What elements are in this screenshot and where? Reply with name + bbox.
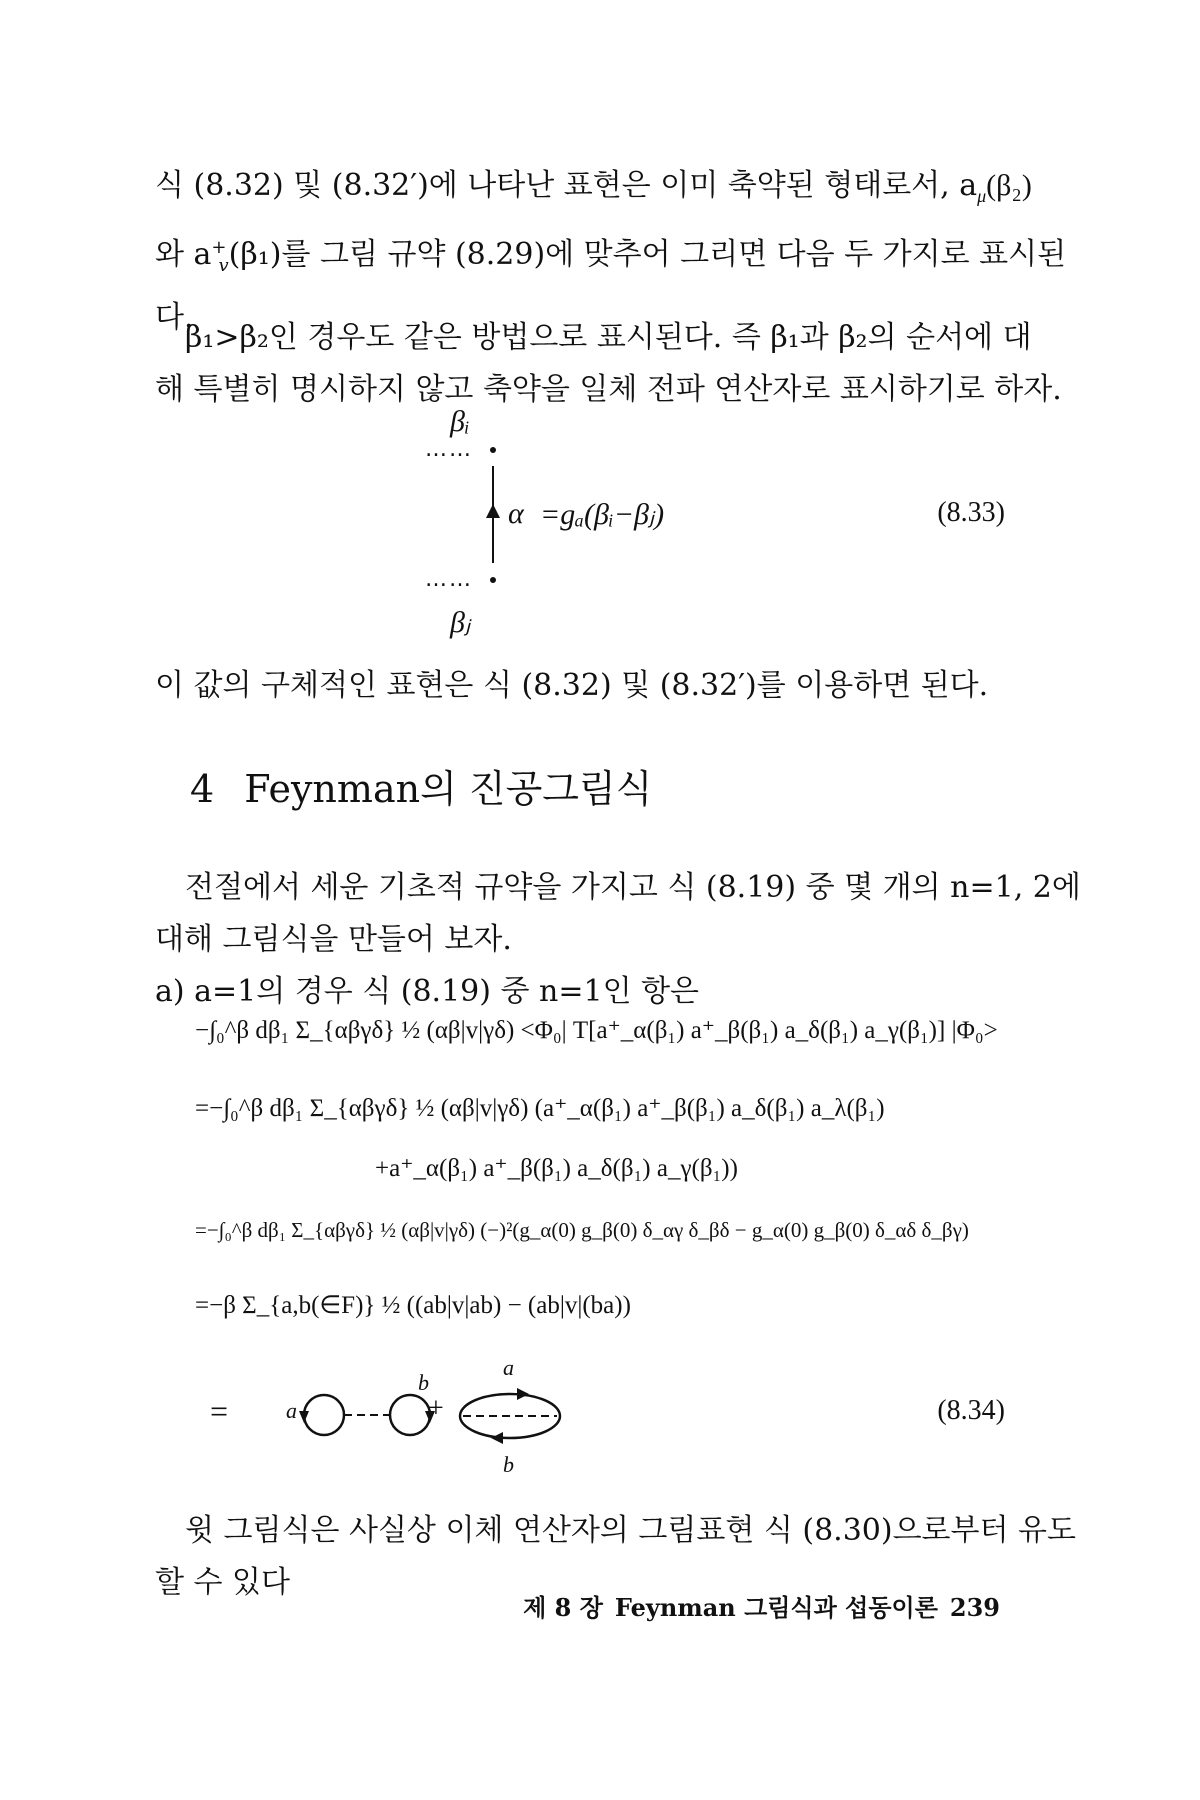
equation-line: =−β Σ_{a,b(∈F)} ½ ((ab|v|ab) − (ab|v|(ba)) — [195, 1292, 631, 1319]
paragraph-text: 할 수 있다 — [155, 1565, 290, 1600]
equation-line: =−∫₀^β dβ₁ Σ_{αβγδ} ½ (αβ|v|γδ) (a⁺_α(β₁) a⁺_β(β₁) a_δ(β₁) a_λ(β₁) — [195, 1095, 885, 1122]
label-b-bottom: b — [503, 1452, 514, 1477]
equation-number: (8.34) — [937, 1395, 1005, 1426]
dots-bottom: …… — [425, 567, 473, 592]
chapter-title: Feynman 그림식과 섭동이론 — [614, 1593, 938, 1622]
paragraph-text: 해 특별히 명시하지 않고 축약을 일체 전파 연산자로 표시하기로 하자. — [155, 372, 1062, 407]
loop-left — [304, 1395, 344, 1435]
propagator-rhs: =gₐ(βᵢ−βⱼ) — [540, 498, 665, 531]
paragraph-text: (β₂) — [986, 169, 1032, 202]
paragraph-diagrams — [155, 862, 1081, 1018]
paragraph-text: (β₁)를 그림 규약 (8.29)에 맞추어 그리면 다음 두 가지로 표시된 — [228, 237, 1067, 272]
case-label: a) a=1의 경우 식 (8.19) 중 n=1인 항은 — [155, 974, 700, 1009]
paragraph-intro: 식 (8.32) 및 (8.32′)에 나타난 표현은 이미 축약된 형태로서, $a_\mu(\beta_2)$ 와 $a^+_v(\beta_1)$를 그림 규약 (8.29)에 맞추어 그리면 다음 두 가지로 표시된 다. — [155, 160, 1045, 344]
vertex-top — [490, 447, 496, 453]
plus-sign: + — [428, 1393, 444, 1424]
dots-top: …… — [425, 437, 473, 462]
alpha-label: α — [508, 497, 524, 530]
equation-line: −∫₀^β dβ₁ Σ_{αβγδ} ½ (αβ|v|γδ) <Φ₀| T[a⁺_α(β₁) a⁺_β(β₁) a_δ(β₁) a_γ(β₁)] |Φ₀> — [195, 1017, 998, 1044]
paragraph-text: 이 값의 구체적인 표현은 식 (8.32) 및 (8.32′)를 이용하면 된다. — [155, 668, 989, 703]
paragraph-text: β₁>β₂인 경우도 같은 방법으로 표시된다. 즉 β₁과 β₂의 순서에 대 — [185, 320, 1032, 355]
arrow-up-icon — [486, 504, 500, 518]
paragraph-text: 대해 그림식을 만들어 보자. — [155, 922, 512, 957]
equals-sign: = — [210, 1393, 229, 1429]
equation-line: =−∫₀^β dβ₁ Σ_{αβγδ} ½ (αβ|v|γδ) (−)²(g_α(0) g_β(0) δ_αγ δ_βδ − g_α(0) g_β(0) δ_αδ δ_βγ) — [195, 1218, 969, 1242]
section-number: 4 — [190, 767, 215, 811]
equation-number: (8.33) — [937, 497, 1005, 528]
arrow-down-icon — [299, 1411, 309, 1423]
loop-right — [390, 1395, 430, 1435]
arrow-right-icon — [517, 1388, 529, 1400]
paragraph-ordering — [155, 312, 1062, 416]
vertex-bottom — [490, 577, 496, 583]
chapter-label: 제 8 장 — [523, 1593, 603, 1622]
exchange-diagram — [455, 1381, 565, 1451]
paragraph-text: 윗 그림식은 사실상 이체 연산자의 그림표현 식 (8.30)으로부터 유도 — [185, 1513, 1076, 1548]
label-b-left: b — [418, 1370, 429, 1395]
section-title: Feynman의 진공그림식 — [244, 767, 653, 811]
beta-i-label: βᵢ — [450, 405, 470, 438]
arrow-left-icon — [491, 1432, 503, 1444]
beta-j-label: βⱼ — [450, 606, 471, 639]
page-number: 239 — [949, 1593, 1000, 1622]
section-heading — [190, 758, 652, 813]
label-a-top: a — [503, 1355, 514, 1380]
paragraph-text: 식 (8.32) 및 (8.32′)에 나타난 표현은 이미 축약된 형태로서, a — [155, 168, 978, 203]
label-a-left: a — [286, 1398, 297, 1423]
paragraph-text: 전절에서 세운 기초적 규약을 가지고 식 (8.19) 중 몇 개의 n=1, 2에 — [185, 870, 1081, 905]
running-footer — [511, 1588, 1000, 1623]
paragraph-text: 와 a — [155, 237, 212, 272]
paragraph-evaluation — [155, 660, 1045, 712]
equation-line: +a⁺_α(β₁) a⁺_β(β₁) a_δ(β₁) a_γ(β₁)) — [375, 1155, 738, 1182]
paragraph-text: 다. — [155, 300, 194, 335]
